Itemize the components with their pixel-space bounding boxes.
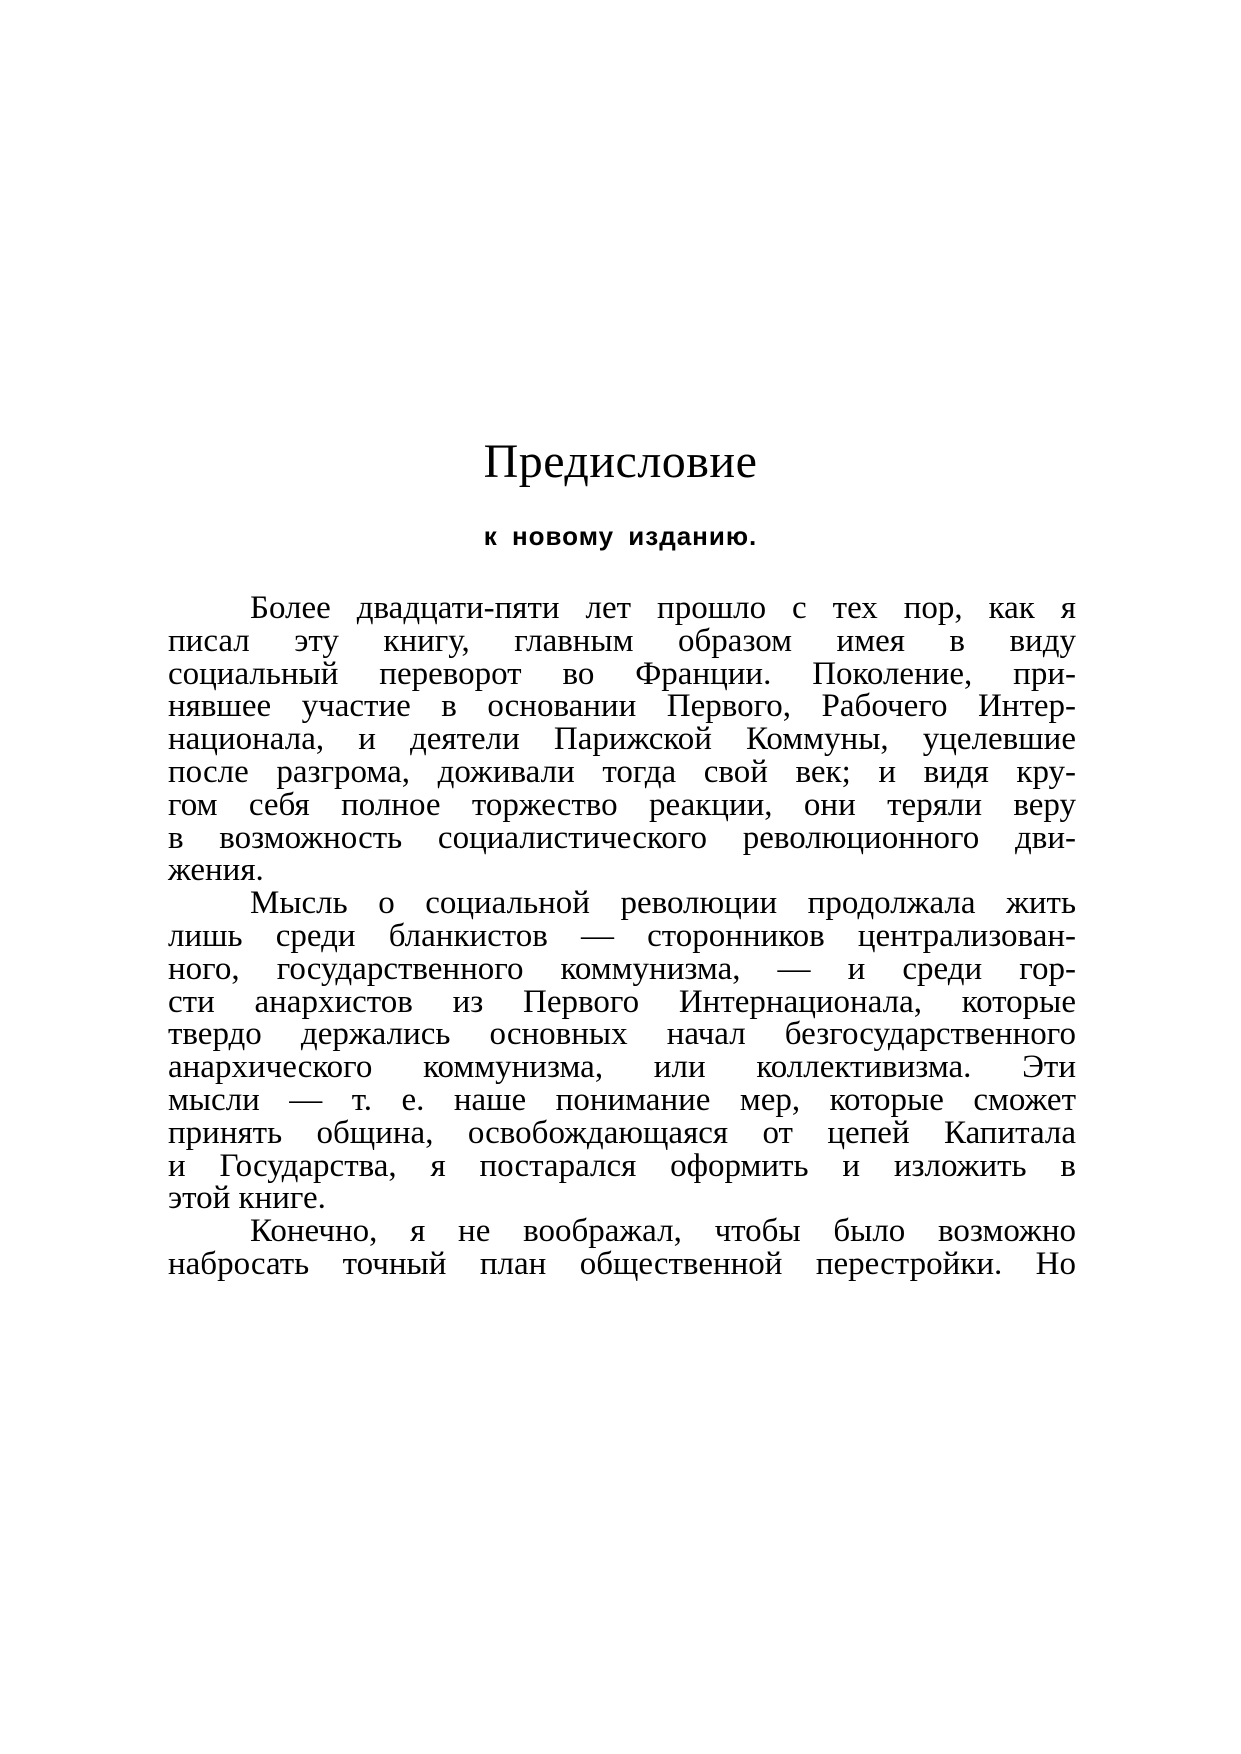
text-line: принять община, освобождающаяся от цепей Капитала xyxy=(168,1114,1076,1151)
text-line: социальный переворот во Франции. Поколение, при- xyxy=(168,655,1076,692)
text-line: национала, и деятели Парижской Коммуны, уцелевшие xyxy=(168,721,1076,758)
page-subtitle: к новому изданию. xyxy=(483,521,758,551)
text-line: нявшее участие в основании Первого, Рабочего Интер- xyxy=(168,688,1076,725)
paragraph xyxy=(168,887,1076,1215)
text-line: писал эту книгу, главным образом имея в виду xyxy=(168,622,1076,659)
text-line: и Государства, я постарался оформить и изложить в xyxy=(168,1147,1076,1184)
text-line: анархического коммунизма, или коллективизма. Эти xyxy=(168,1049,1076,1086)
text-line: сти анархистов из Первого Интернационала, которые xyxy=(168,983,1076,1020)
text-line: в возможность социалистического революционного дви- xyxy=(168,819,1076,856)
text-line: лишь среди бланкистов — сторонников централизован- xyxy=(168,917,1076,954)
text-line: мысли — т. е. наше понимание мер, которые сможет xyxy=(168,1081,1076,1118)
text-line: этой книге. xyxy=(168,1180,326,1217)
paragraph xyxy=(168,1215,1076,1281)
text-line: твердо держались основных начал безгосударственного xyxy=(168,1016,1076,1053)
text-line: Конечно, я не воображал, чтобы было возможно xyxy=(250,1213,1076,1250)
text-line: ного, государственного коммунизма, — и среди гор- xyxy=(168,950,1076,987)
body-text xyxy=(168,592,1076,1281)
text-line: гом себя полное торжество реакции, они теряли веру xyxy=(168,786,1076,823)
text-line: Мысль о социальной революции продолжала жить xyxy=(250,885,1076,922)
text-line: жения. xyxy=(168,852,264,889)
text-line: Более двадцати-пяти лет прошло с тех пор, как я xyxy=(250,590,1076,626)
paragraph xyxy=(168,592,1076,887)
page-title: Предисловие xyxy=(483,435,758,488)
text-line: набросать точный план общественной перестройки. Но xyxy=(168,1245,1076,1282)
text-line: после разгрома, доживали тогда свой век; и видя кру- xyxy=(168,753,1076,790)
